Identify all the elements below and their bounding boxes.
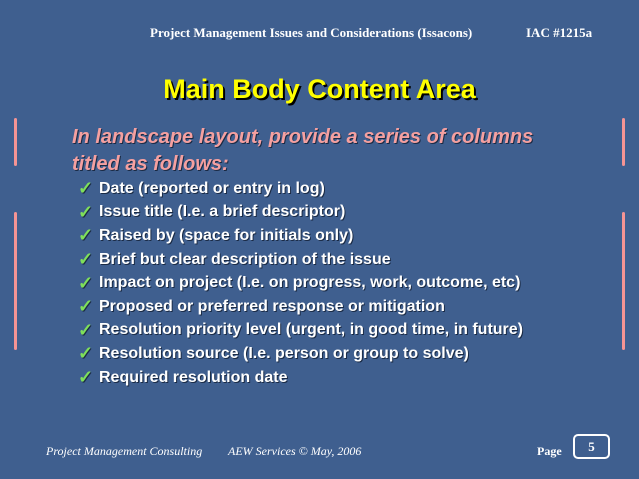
slide-footer	[0, 442, 639, 462]
list-item-text: Proposed or preferred response or mitigation	[99, 297, 445, 315]
list-item-text: Required resolution date	[99, 368, 288, 386]
list-item	[78, 248, 523, 272]
list-item	[78, 177, 523, 201]
list-item	[78, 224, 523, 248]
checkmark-icon: ✓	[78, 178, 94, 199]
column-list	[78, 177, 523, 389]
list-item	[78, 271, 523, 295]
list-item	[78, 342, 523, 366]
intro-text	[72, 124, 592, 178]
list-item-text: Date (reported or entry in log)	[99, 179, 325, 197]
left-decorative-bar-bottom	[14, 212, 17, 350]
left-decorative-bar-top	[14, 118, 17, 166]
document-title: Project Management Issues and Considerations (Issacons)	[150, 25, 473, 40]
list-item-text: Resolution priority level (urgent, in good time, in future)	[99, 321, 524, 339]
list-item	[78, 366, 523, 390]
right-decorative-bar-bottom	[622, 212, 625, 350]
page-label: Page	[537, 444, 562, 458]
checkmark-icon: ✓	[78, 225, 94, 246]
checkmark-icon: ✓	[78, 367, 94, 388]
document-code: IAC #1215a	[526, 25, 593, 40]
list-item-text: Resolution source (I.e. person or group to solve)	[99, 344, 469, 362]
checkmark-icon: ✓	[78, 319, 94, 340]
list-item	[78, 201, 523, 225]
list-item-text: Issue title (I.e. a brief descriptor)	[99, 203, 346, 221]
checkmark-icon: ✓	[78, 272, 94, 293]
checkmark-icon: ✓	[78, 296, 94, 317]
footer-company: Project Management Consulting	[46, 444, 203, 458]
slide-title: Main Body Content Area	[163, 74, 476, 104]
checkmark-icon: ✓	[78, 249, 94, 270]
checkmark-icon: ✓	[78, 201, 94, 222]
intro-line-2: titled as follows:	[72, 153, 229, 175]
list-item-text: Impact on project (I.e. on progress, work, outcome, etc)	[99, 274, 521, 292]
intro-line-1: In landscape layout, provide a series of columns	[72, 126, 534, 148]
right-decorative-bar-top	[622, 118, 625, 166]
page-number-box: 5	[573, 434, 610, 459]
footer-copyright: AEW Services © May, 2006	[228, 444, 362, 458]
list-item-text: Brief but clear description of the issue	[99, 250, 391, 268]
slide-header	[0, 22, 639, 44]
list-item	[78, 319, 523, 343]
list-item-text: Raised by (space for initials only)	[99, 226, 354, 244]
list-item	[78, 295, 523, 319]
checkmark-icon: ✓	[78, 343, 94, 364]
